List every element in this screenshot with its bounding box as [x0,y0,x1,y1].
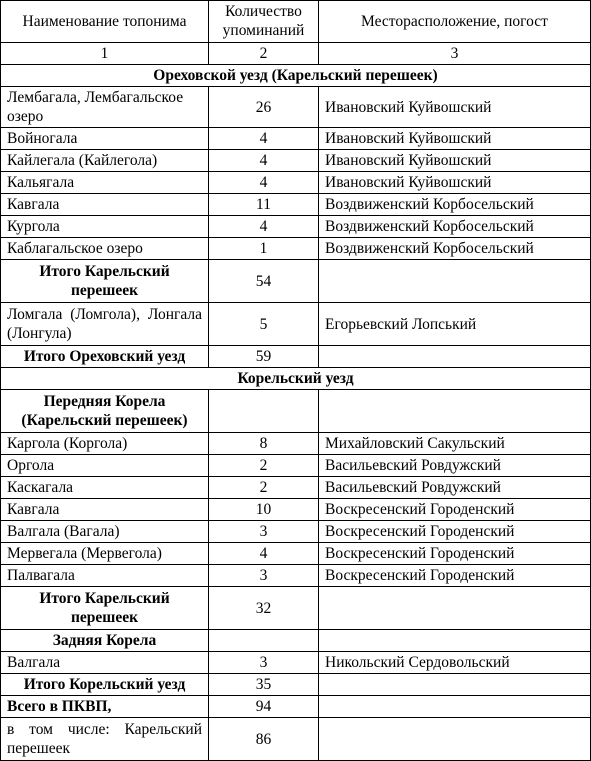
subtotal-label: Итого Карельский перешеек [1,587,209,630]
table-row [1,87,591,128]
mention-count: 4 [209,128,319,150]
subsection-title-row [1,390,591,433]
table-row [1,150,591,172]
location: Ивановский Куйвошский [319,87,591,128]
table-row [1,303,591,346]
header-count: Количество упоминаний [209,1,319,43]
section-title-row [1,368,591,390]
subtotal-row [1,587,591,630]
toponym-name: Кальягала [1,172,209,194]
table-row [1,172,591,194]
total-row [1,674,591,696]
table-row [1,652,591,674]
mention-count: 4 [209,150,319,172]
empty-cell [319,630,591,652]
numbering-row [1,43,591,65]
location: Ивановский Куйвошский [319,150,591,172]
empty-cell [319,346,591,368]
toponym-name: Кургола [1,216,209,238]
empty-cell [319,696,591,718]
toponym-name: Валгала (Вагала) [1,521,209,543]
table-header-row [1,1,591,43]
location: Никольский Сердовольский [319,652,591,674]
empty-cell [319,260,591,303]
section-title-row [1,65,591,87]
mention-count: 2 [209,477,319,499]
toponym-name: Каргола (Коргола) [1,433,209,455]
table-row [1,128,591,150]
table-row [1,565,591,587]
table-row [1,238,591,260]
location: Воздвиженский Корбосельский [319,238,591,260]
total-row [1,346,591,368]
header-location: Месторасположение, погост [319,1,591,43]
location: Васильевский Ровдужский [319,477,591,499]
table-row [1,521,591,543]
toponym-name: Валгала [1,652,209,674]
subsection-title-row [1,630,591,652]
location: Ивановский Куйвошский [319,128,591,150]
location: Воскресенский Городенский [319,565,591,587]
toponym-name: Войногала [1,128,209,150]
table-row [1,216,591,238]
toponym-name: Каскагала [1,477,209,499]
toponym-name: Мервегала (Мервегола) [1,543,209,565]
numbering-col2: 2 [209,43,319,65]
toponym-name: Оргола [1,455,209,477]
location: Воскресенский Городенский [319,521,591,543]
total-label: Итого Корельский уезд [1,674,209,696]
total-count: 35 [209,674,319,696]
section-title: Ореховской уезд (Карельский перешеек) [1,65,591,87]
total-label: Итого Ореховский уезд [1,346,209,368]
table-row [1,433,591,455]
subtotal-count: 54 [209,260,319,303]
location: Михайловский Сакульский [319,433,591,455]
mention-count: 3 [209,565,319,587]
mention-count: 4 [209,216,319,238]
mention-count: 1 [209,238,319,260]
grand-total-label: Всего в ПКВП, [1,696,209,718]
mention-count: 11 [209,194,319,216]
empty-cell [319,587,591,630]
subtotal-count: 32 [209,587,319,630]
grand-total-count: 94 [209,696,319,718]
table-row [1,543,591,565]
toponym-name: Лембагала, Лембагальское озеро [1,87,209,128]
section-title: Корельский уезд [1,368,591,390]
location: Воздвиженский Корбосельский [319,216,591,238]
toponym-name: Палвагала [1,565,209,587]
mention-count: 4 [209,172,319,194]
grand-total-row [1,696,591,718]
table-row [1,477,591,499]
grand-including-row [1,718,591,761]
empty-cell [319,390,591,433]
mention-count: 5 [209,303,319,346]
table-row [1,455,591,477]
mention-count: 3 [209,652,319,674]
location: Воскресенский Городенский [319,543,591,565]
toponym-name: Кайлегала (Кайлегола) [1,150,209,172]
empty-cell [209,390,319,433]
mention-count: 4 [209,543,319,565]
location: Воздвиженский Корбосельский [319,194,591,216]
mention-count: 8 [209,433,319,455]
table-row [1,194,591,216]
subtotal-label: Итого Карельский перешеек [1,260,209,303]
numbering-col3: 3 [319,43,591,65]
subsection-title: Задняя Корела [1,630,209,652]
empty-cell [319,674,591,696]
numbering-col1: 1 [1,43,209,65]
mention-count: 2 [209,455,319,477]
header-toponym: Наименование топонима [1,1,209,43]
location: Ивановский Куйвошский [319,172,591,194]
location: Егорьевский Лопський [319,303,591,346]
empty-cell [319,718,591,761]
location: Васильевский Ровдужский [319,455,591,477]
location: Воскресенский Городенский [319,499,591,521]
mention-count: 26 [209,87,319,128]
empty-cell [209,630,319,652]
table-row [1,499,591,521]
subsection-title: Передняя Корела (Карельский перешеек) [1,390,209,433]
total-count: 59 [209,346,319,368]
toponym-name: Ломгала (Ломгола), Лонгала (Лонгула) [1,303,209,346]
mention-count: 10 [209,499,319,521]
toponym-name: Кавгала [1,194,209,216]
toponym-name: Каблагальское озеро [1,238,209,260]
toponym-name: Кавгала [1,499,209,521]
grand-including-label: в том числе: Карельский перешеек [1,718,209,761]
subtotal-row [1,260,591,303]
grand-including-count: 86 [209,718,319,761]
mention-count: 3 [209,521,319,543]
